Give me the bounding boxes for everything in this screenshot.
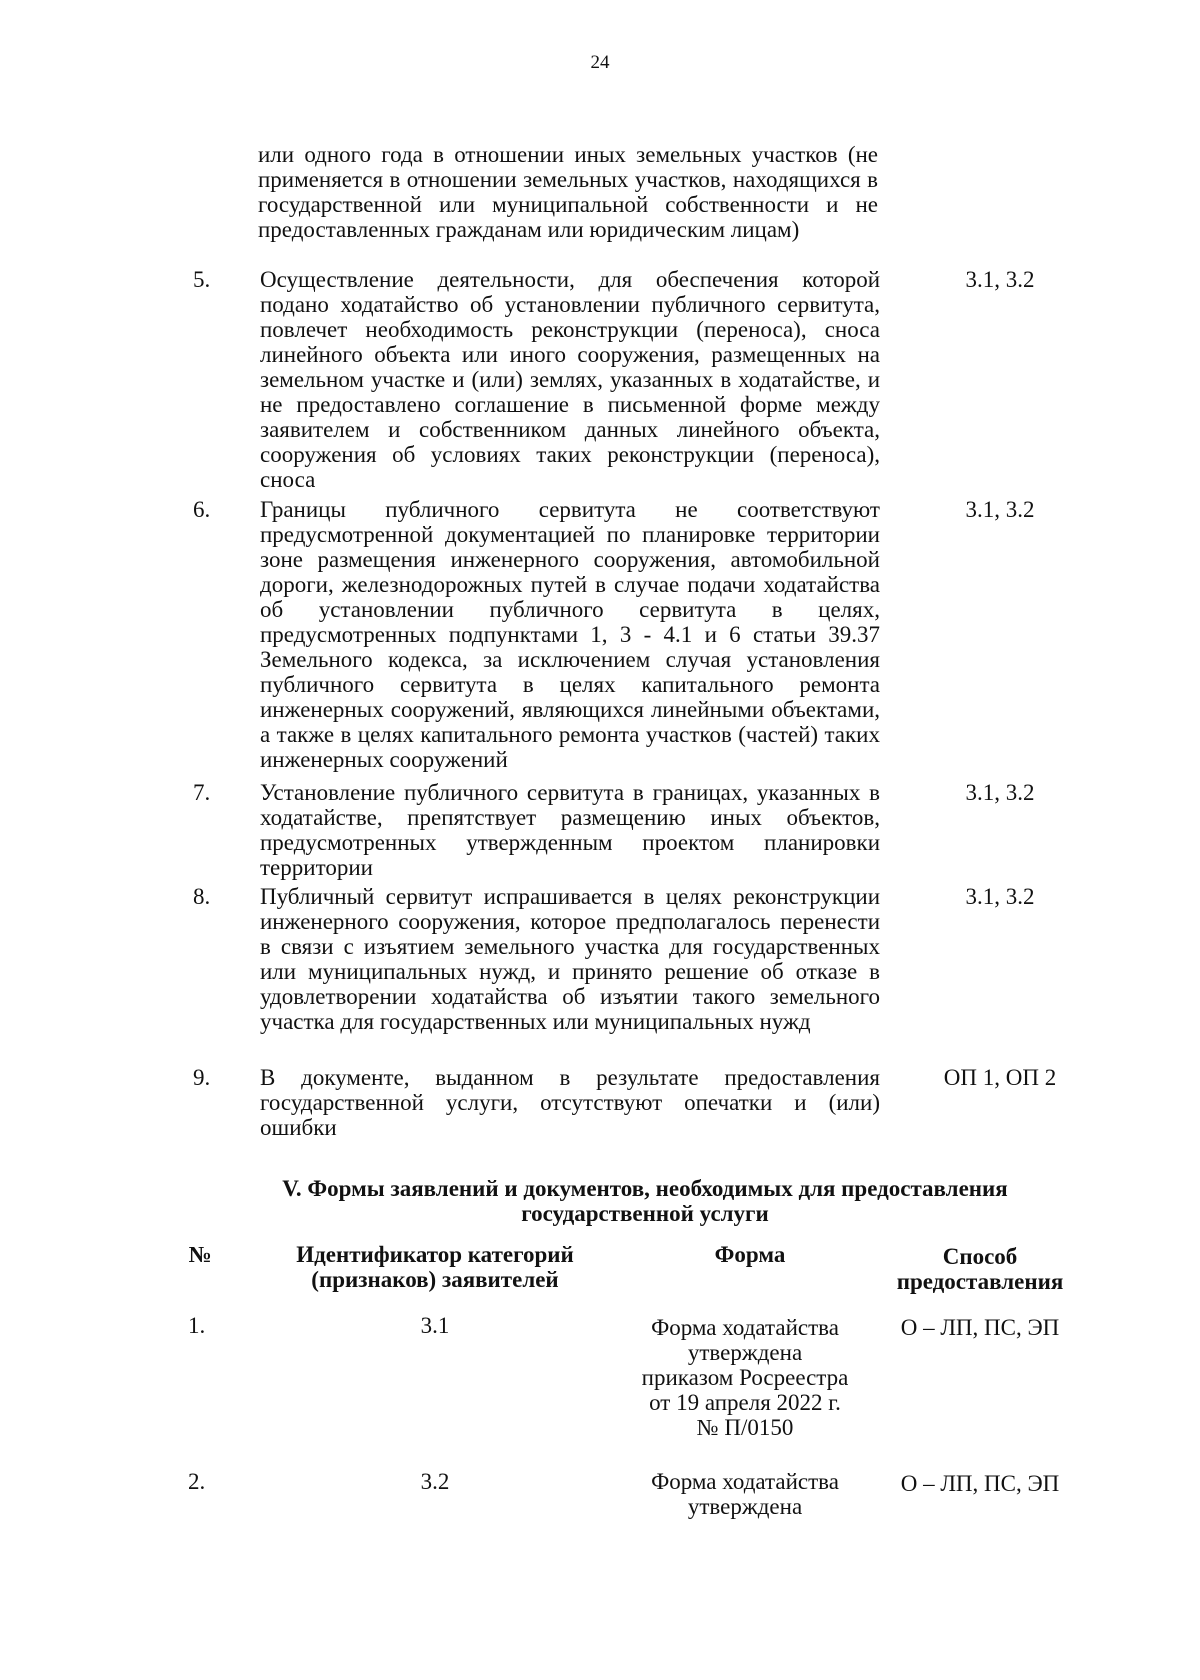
column-header-identifier: Идентификатор категорий (признаков) заявителей bbox=[296, 1242, 574, 1292]
row-number: 6. bbox=[193, 497, 211, 522]
form-row-identifier: 3.1 bbox=[420, 1313, 450, 1338]
applicant-ids: 3.1, 3.2 bbox=[965, 267, 1035, 292]
reason-text: Осуществление деятельности, для обеспечения которой подано ходатайство об установлении публичного сервитута, повлечет необходимость реконструкции (переноса), сноса линейного объекта или иного сооружения, размещенных на земельном участке и (или) землях, указанных в ходатайстве, и не предоставлено соглашение в письменной форме между заявителем и собственником данных линейного объекта, сооружения об условиях таких реконструкции (переноса), сноса bbox=[260, 267, 880, 492]
row-number: 7. bbox=[193, 780, 211, 805]
applicant-ids: 3.1, 3.2 bbox=[965, 780, 1035, 805]
column-header-form: Форма bbox=[714, 1242, 786, 1267]
form-row-number: 2. bbox=[188, 1469, 206, 1494]
form-row-method: О – ЛП, ПС, ЭП bbox=[900, 1471, 1060, 1496]
row-number: 8. bbox=[193, 884, 211, 909]
column-header-method: Способ предоставления bbox=[896, 1244, 1064, 1294]
applicant-ids: ОП 1, ОП 2 bbox=[943, 1065, 1057, 1090]
applicant-ids: 3.1, 3.2 bbox=[965, 884, 1035, 909]
reason-text: Границы публичного сервитута не соответствуют предусмотренной документацией по планировке территории зоне размещения инженерного сооружения, автомобильной дороги, железнодорожных путей в случае подачи ходатайства об установлении публичного сервитута в целях, предусмотренных подпунктами 1, 3 - 4.1 и 6 статьи 39.37 Земельного кодекса, за исключением случая установления публичного сервитута в целях капитального ремонта инженерных сооружений, являющихся линейными объектами, а также в целях капитального ремонта участков (частей) таких инженерных сооружений bbox=[260, 497, 880, 772]
row-number: 5. bbox=[193, 267, 211, 292]
form-row-form: Форма ходатайства утверждена приказом Росреестра от 19 апреля 2022 г. № П/0150 bbox=[641, 1315, 849, 1440]
form-row-number: 1. bbox=[188, 1313, 206, 1338]
section-title: V. Формы заявлений и документов, необходимых для предоставления государственной услуги bbox=[282, 1176, 1008, 1226]
form-row-identifier: 3.2 bbox=[420, 1469, 450, 1494]
reason-text: или одного года в отношении иных земельных участков (не применяется в отношении земельных участков, находящихся в государственной или муниципальной собственности и не предоставленных гражданам или юридическим лицам) bbox=[258, 142, 878, 242]
row-number: 9. bbox=[193, 1065, 211, 1090]
reason-text: Публичный сервитут испрашивается в целях реконструкции инженерного сооружения, которое предполагалось перенести в связи с изъятием земельного участка для государственных или муниципальных нужд, и принято решение об отказе в удовлетворении ходатайства об изъятии такого земельного участка для государственных или муниципальных нужд bbox=[260, 884, 880, 1034]
reason-text: Установление публичного сервитута в границах, указанных в ходатайстве, препятствует размещению иных объектов, предусмотренных утвержденным проектом планировки территории bbox=[260, 780, 880, 880]
reason-text: В документе, выданном в результате предоставления государственной услуги, отсутствуют опечатки и (или) ошибки bbox=[260, 1065, 880, 1140]
form-row-form: Форма ходатайства утверждена bbox=[651, 1469, 839, 1519]
applicant-ids: 3.1, 3.2 bbox=[965, 497, 1035, 522]
form-row-method: О – ЛП, ПС, ЭП bbox=[900, 1315, 1060, 1340]
page-number: 24 bbox=[590, 52, 610, 73]
column-header-number: № bbox=[188, 1242, 212, 1267]
